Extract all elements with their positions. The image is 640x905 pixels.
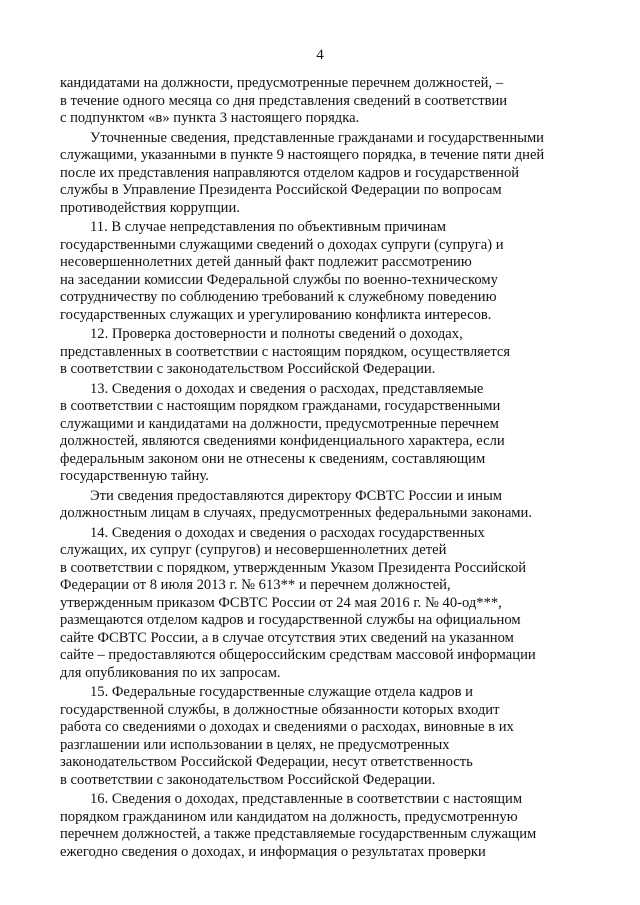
- document-body: [60, 75, 570, 861]
- paragraph-item-13: 13. Сведения о доходах и сведения о расходах, представляемые в соответствии с настоящим порядком гражданами, государственными служащими и кандидатами на должности, предусмотренные перечнем должностей, являются сведениями конфиденциального характера, если федеральным законом они не отнесены к сведениям, составляющим государственную тайну.: [60, 380, 505, 484]
- paragraph-item-13-continuation: Эти сведения предоставляются директору ФСВТС России и иным должностным лицам в случаях, предусмотренных федеральными законами.: [60, 487, 532, 521]
- paragraph-item-11: 11. В случае непредставления по объективным причинам государственными служащими сведений о доходах супруги (супруга) и несовершеннолетних детей данный факт подлежит рассмотрению на заседании комиссии Федеральной службы по военно-техническому сотрудничеству по соблюдению требований к служебному поведению государственных служащих и урегулированию конфликта интересов.: [60, 219, 504, 323]
- paragraph-deadline-candidates: кандидатами на должности, предусмотренные перечнем должностей, – в течение одного месяца со дня представления сведений в соответствии с подпунктом «в» пункта 3 настоящего порядка.: [60, 75, 508, 126]
- paragraph-corrected-data: Уточненные сведения, представленные гражданами и государственными служащими, указанными в пункте 9 настоящего порядка, в течение пяти дней после их представления направляются отделом кадров и государственной службы в Управление Президента Российской Федерации по вопросам противодействия коррупции.: [60, 129, 545, 216]
- paragraph-item-16: 16. Сведения о доходах, представленные в соответствии с настоящим порядком гражданином или кандидатом на должность, предусмотренную перечнем должностей, а также представляемые государственным служащим ежегодно сведения о доходах, и информация о результатах проверки: [60, 791, 537, 860]
- page-number: 4: [316, 47, 324, 63]
- paragraph-item-12: 12. Проверка достоверности и полноты сведений о доходах, представленных в соответствии с настоящим порядком, осуществляется в соответствии с законодательством Российской Федерации.: [60, 326, 511, 377]
- paragraph-item-14: 14. Сведения о доходах и сведения о расходах государственных служащих, их супруг (супругов) и несовершеннолетних детей в соответствии с порядком, утвержденным Указом Президента Российской Федерации от 8 июля 2013 г. № 613** и перечнем должностей, утвержденным приказом ФСВТС России от 24 мая 2016 г. № 40-од***, размещаются отделом кадров и государственной службы на официальном сайте ФСВТС России, а в случае отсутствия этих сведений на указанном сайте – предоставляются общероссийским средствам массовой информации для опубликования по их запросам.: [60, 524, 536, 681]
- paragraph-item-15: 15. Федеральные государственные служащие отдела кадров и государственной службы, в должностные обязанности которых входит работа со сведениями о доходах и сведениями о расходах, виновные в их разглашении или использовании в целях, не предусмотренных законодательством Российской Федерации, несут ответственность в соответствии с законодательством Российской Федерации.: [60, 684, 514, 788]
